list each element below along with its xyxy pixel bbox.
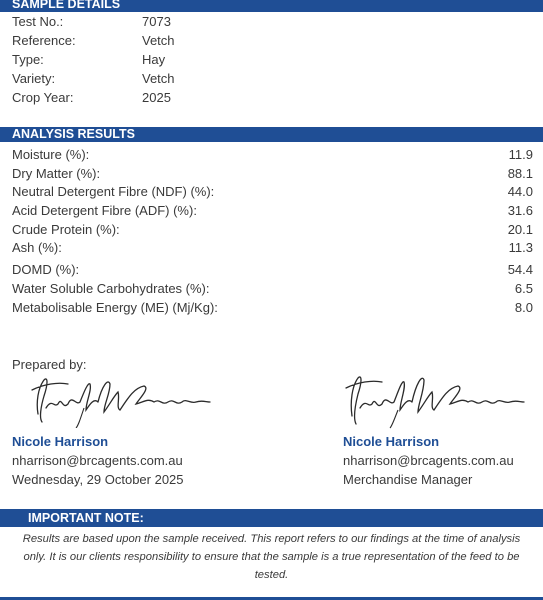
me-label: Metabolisable Energy (ME) (Mj/Kg): bbox=[12, 300, 218, 315]
moisture-label: Moisture (%): bbox=[12, 147, 90, 162]
variety-label: Variety: bbox=[12, 71, 56, 86]
crude-protein-value: 20.1 bbox=[507, 222, 533, 237]
type-label: Type: bbox=[12, 52, 44, 67]
test-no-value: 7073 bbox=[142, 14, 171, 29]
ndf-value: 44.0 bbox=[507, 184, 533, 199]
reference-value: Vetch bbox=[142, 33, 175, 48]
ndf-label: Neutral Detergent Fibre (NDF) (%): bbox=[12, 184, 215, 199]
dry-matter-label: Dry Matter (%): bbox=[12, 166, 101, 181]
left-preparer-email[interactable]: nharrison@brcagents.com.au bbox=[12, 453, 183, 468]
right-preparer-name: Nicole Harrison bbox=[343, 434, 440, 449]
important-note-header: IMPORTANT NOTE: bbox=[0, 509, 543, 527]
crude-protein-label: Crude Protein (%): bbox=[12, 222, 120, 237]
me-value: 8.0 bbox=[514, 300, 533, 315]
moisture-value: 11.9 bbox=[508, 147, 533, 162]
test-no-label: Test No.: bbox=[12, 14, 64, 29]
right-preparer-email[interactable]: nharrison@brcagents.com.au bbox=[343, 453, 514, 468]
sample-details-header: SAMPLE DETAILS bbox=[0, 0, 543, 12]
left-preparer-name: Nicole Harrison bbox=[12, 434, 109, 449]
type-value: Hay bbox=[142, 52, 166, 67]
wsc-value: 6.5 bbox=[514, 281, 533, 296]
important-note-text: Results are based upon the sample received. This report refers to our findings at the time of analysis only. It is our clients responsibility to ensure that the sample is a true representation of the feed to be tested. bbox=[22, 533, 521, 581]
prepared-by-label: Prepared by: bbox=[12, 357, 87, 372]
right-preparer-role: Merchandise Manager bbox=[343, 472, 473, 487]
wsc-label: Water Soluble Carbohydrates (%): bbox=[12, 281, 210, 296]
domd-value: 54.4 bbox=[507, 262, 533, 277]
crop-year-label: Crop Year: bbox=[12, 90, 74, 105]
crop-year-value: 2025 bbox=[142, 90, 171, 105]
dry-matter-value: 88.1 bbox=[507, 166, 533, 181]
variety-value: Vetch bbox=[142, 71, 175, 86]
domd-label: DOMD (%): bbox=[12, 262, 80, 277]
left-preparer-date: Wednesday, 29 October 2025 bbox=[12, 472, 184, 487]
adf-label: Acid Detergent Fibre (ADF) (%): bbox=[12, 203, 197, 218]
right-signature bbox=[338, 366, 528, 430]
adf-value: 31.6 bbox=[507, 203, 533, 218]
analysis-results-header: ANALYSIS RESULTS bbox=[0, 127, 543, 142]
left-signature bbox=[24, 368, 214, 428]
reference-label: Reference: bbox=[12, 33, 76, 48]
ash-value: 11.3 bbox=[508, 240, 533, 255]
ash-label: Ash (%): bbox=[12, 240, 62, 255]
